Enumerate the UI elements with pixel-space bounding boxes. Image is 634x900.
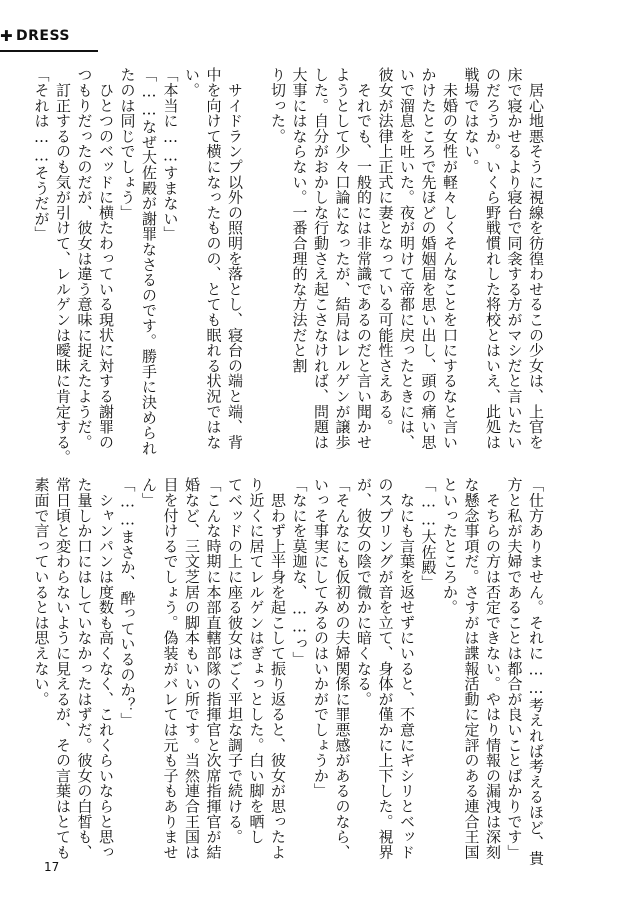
text-line: した。自分がおかしな行動さえ起こさなければ、問題は [312,67,330,450]
text-line: 「そんなにも仮初めの夫婦関係に罪悪感があるのなら、 [333,477,352,860]
text-line: サイドランプ以外の照明を落とし、寝台の端と端、背 [226,67,244,450]
text-line: つもりだったのだが、彼女は違う意味に捉えたようだ。 [75,67,94,450]
cross-icon: ✚ [0,27,13,45]
text-line: 目を付けるでしょう。偽装がバレては元も子もありませ [161,477,180,860]
text-line [247,67,267,432]
text-line: た量しか口にはしていなかったはずだ。彼女の白皙も、 [75,477,94,860]
header-rule [0,50,98,52]
text-line: 訂正するのも気が引けて、レルゲンは曖昧に肯定する。 [54,67,72,465]
text-line: それでも、一般的には非常識であるのだと言い聞かせ [355,67,373,450]
text-line: 婚など、三文芝居の脚本もいい所です。当然連合王国は [183,477,201,860]
text-line: 中を向けて横になったものの、とても眠れる状況ではな [204,67,223,450]
text-line: り切った。 [269,67,287,144]
text-line: 「本当に……すまない」 [161,67,180,242]
text-line: ひとつのベッドに横たわっている現状に対する謝罪の [97,67,115,450]
text-line: 素面で言っているとは思えない。 [32,477,51,707]
text-line: なにも言葉を返せずにいると、不意にギシリとベッド [398,477,416,860]
text-line: が、彼女の陰で微かに暗くなる。 [355,477,373,707]
upper-text-lines [30,67,546,465]
header-label: DRESS [16,28,71,44]
text-line: 居心地悪そうに視線を彷徨わせるこの少女は、上官を [527,67,545,450]
text-line: ん」 [140,477,158,508]
text-line: い。 [183,67,201,98]
running-header [0,26,98,50]
lower-text-lines [30,477,546,866]
text-line: 「……大佐殿」 [419,477,438,591]
text-line: 常日頃と変わらないように見えるが、その言葉はとても [54,477,72,860]
text-line: 大事にはならない。一番合理的な方法だと割 [290,67,309,373]
text-line: 「仕方ありません。それに……考えれば考えるほど、貴 [527,477,545,866]
text-line: 「こんな時期に本部直轄部隊の指揮官と次席指揮官が結 [204,477,223,860]
text-line: 「……まさか、酔っているのか？」 [118,477,137,728]
text-line: そちらの方は否定できない。やはり情報の漏洩は深刻 [484,477,502,860]
text-line: 方と私が夫婦であることは都合が良いことばかりです」 [505,477,524,860]
text-line: 思わず上半身を起こして振り返ると、彼女が思ったよ [269,477,287,860]
text-line: ようとして少々口論になったが、結局はレルゲンが譲歩 [333,67,352,450]
text-line: たのは同じでしょう」 [118,67,137,220]
text-line: かけたところで先ほどの婚姻届を思い出し、頭の痛い思 [419,67,438,450]
text-line: いで溜息を吐いた。夜が明けて帝都に戻ったときには、 [398,67,416,450]
text-line: といったところか。 [441,477,459,615]
text-line: のスプリングが音を立て、身体が僅かに上下した。視界 [376,477,395,860]
text-line: 「なにを莫迦な、……っ」 [290,477,309,667]
text-line: 彼女が法律上正式に妻となっている可能性さえある。 [376,67,395,435]
text-line: 「……なぜ大佐殿が謝罪なさるのです。勝手に決められ [140,67,158,456]
lower-text-block [32,477,546,866]
text-line: いっそ事実にしてみるのはいかがでしょうか」 [312,477,330,799]
text-line: 戦場ではない。 [462,67,481,175]
text-line: り近くに居てレルゲンはぎょっとした。白い脚を晒し [247,477,266,845]
text-line: 未婚の女性が軽々しくそんなことを口にするなと言い [441,67,459,450]
text-line: シャンパンは度数も高くなく、これくらいならと思っ [97,477,115,860]
text-line: 床で寝かせるより寝台で同衾する方がマシだと言いたい [505,67,524,450]
text-line: 「それは……そうだが」 [32,67,51,242]
page-number: 17 [44,860,60,874]
upper-text-block [32,67,546,465]
text-line: のだろうか。いくら野戦慣れした将校とはいえ、此処は [484,67,502,450]
text-line: な懸念事項だ。さすがは諜報活動に定評のある連合王国 [462,477,481,860]
text-line: てベッドの上に座る彼女はごく平坦な調子で続ける。 [226,477,244,845]
